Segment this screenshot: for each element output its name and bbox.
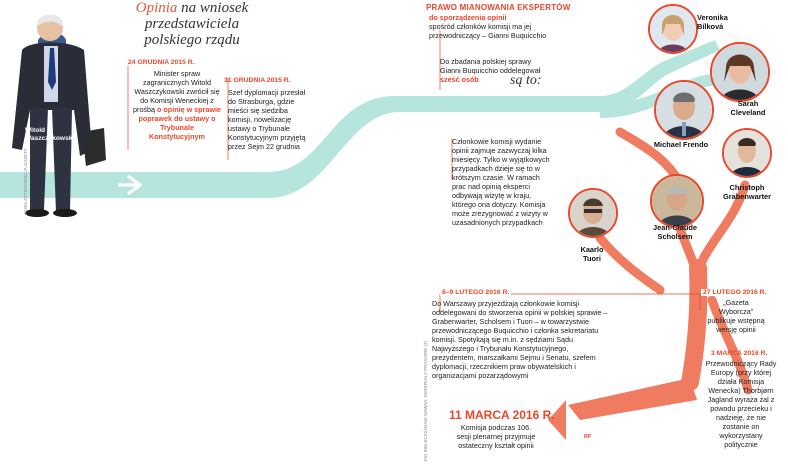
event2-date: 31 GRUDNIA 2015 R.	[224, 77, 291, 84]
name-tuori-2: Tuori	[583, 253, 601, 263]
sa-to-label: są to:	[510, 73, 542, 88]
event1-date: 24 GRUDNIA 2015 R.	[128, 59, 195, 66]
name-grabenwarter-1: Christoph	[729, 183, 765, 192]
coral-to-main	[690, 268, 698, 382]
portrait-tuori	[568, 188, 618, 238]
event6-text: Komisja podczas 106. sesji plenarnej przyjmuje ostateczny kształt opinii	[456, 423, 536, 450]
page-title	[117, 1, 267, 48]
title-line-1: na wniosek	[181, 0, 249, 16]
coral-main-arrow	[568, 378, 697, 420]
portrait-cleveland	[710, 42, 770, 102]
event1-text-red: o opinię w sprawie poprawek do ustawy o Trybunale Konstytucyjnym	[138, 105, 221, 141]
event1-text	[133, 69, 221, 141]
event6-date: 11 MARCA 2016 R.	[449, 408, 555, 422]
event4-text: „Gazeta Wyborcza” publikuje wstępną wersję opinii	[707, 298, 765, 334]
name-grabenwarter-2: Grabenwarter	[722, 191, 772, 201]
portrait-frendo	[654, 80, 714, 140]
name-scholsem	[640, 224, 710, 241]
event1-text-plain: Minister spraw zagranicznych Witold Waszczykowski zwrócił się do Komisji Weneckiej z prośbą	[133, 69, 220, 114]
info-box: Członkowie komisji wydanie opinii zajmuje zazwyczaj kilka miesięcy. Tylko w wyjątkowych przypadkach dzieje się to w krótszym czasie. W ramach prac nad opinią eksperci odbywają wizytę w kraju, którego ona dotyczy. Komisja może zrezygnować z wizyty w uzasadnionych przypadkach	[452, 137, 550, 227]
main-person-caption	[25, 127, 85, 143]
event3-text: Do Warszawy przyjeżdżają członkowie komisji oddelegowani do stworzenia opinii w polskiej sprawie – Grabenwarter, Scholsem i Tuori – w towarzystwie przewodniczącego Buquicchio i członka sekretariatu komisji. Spotykają się m.in. z sędziami Sądu Najwyższego i Trybunału Konstytucyjnego, prezydentem, marszałkami Sejmu i Senatu, szefem dyplomacji, rzecznikiem praw obywatelskich i organizacjami pozarządowymi	[432, 299, 608, 380]
name-frendo: Michael Frendo	[653, 140, 709, 149]
main-person-name-2: Waszczykowski	[25, 135, 75, 143]
name-bilkova-1: Veronika	[697, 13, 728, 22]
title-red-word: Opinia	[135, 0, 178, 16]
name-cleveland-1: Sarah	[737, 99, 759, 108]
name-cleveland	[724, 100, 772, 117]
logo-rp: RP	[584, 434, 591, 440]
title-line-2: przedstawiciela	[144, 15, 240, 32]
experts-team-plain: Do zbadania polskiej sprawy Gianni Buquicchio oddelegował	[440, 57, 541, 75]
event3-date: 8–9 LUTEGO 2016 R.	[442, 289, 510, 296]
experts-sub	[429, 14, 569, 40]
name-bilkova-2: Bílková	[697, 21, 724, 31]
portrait-grabenwarter	[722, 128, 772, 178]
teal-ribbon	[0, 40, 720, 198]
experts-header: PRAWO MIANOWANIA EKSPERTÓW	[426, 3, 571, 12]
photo-credit-left: KUBA ATYS/AGENCJA GAZETA	[23, 148, 28, 214]
portrait-bilkova	[648, 4, 698, 54]
experts-sub-plain: spośród członków komisji ma jej przewodniczący – Gianni Buquicchio	[429, 21, 547, 40]
name-scholsem-2: Scholsem	[657, 231, 693, 241]
event4-date: 27 LUTEGO 2016 R.	[703, 289, 767, 296]
experts-sub-red: do sporządzenia opinii	[429, 13, 507, 22]
title-line-3: polskiego rządu	[144, 31, 240, 48]
name-cleveland-2: Cleveland	[730, 107, 766, 117]
name-tuori	[570, 246, 614, 263]
portrait-scholsem	[650, 174, 704, 228]
event5-date: 3 MARCA 2016 R.	[711, 350, 768, 357]
experts-team-red: sześć osób	[440, 75, 479, 84]
event5-text: Przewodniczący Rady Europy (przy której działa Komisja Wenecka) Thorbjørn Jagland wyraża żal z powodu przecieku i nadzieję, że nie zostanie on wykorzystany politycznie	[705, 359, 777, 449]
name-bilkova	[697, 14, 747, 31]
main-person-name-1: Witold	[25, 127, 46, 134]
event2-text: Szef dyplomacji przesłał do Strasburga, gdzie mieści się siedziba komisji, nowelizację ustawy o Trybunale Konstytucyjnym przyjętą przez Sejm 22 grudnia	[228, 88, 306, 151]
credits: JAN BIELECKI/ADAM NOWAK, MATERIAŁY PRASOWE (3)	[423, 341, 428, 462]
name-grabenwarter	[712, 184, 782, 201]
name-tuori-1: Kaarlo	[580, 245, 604, 254]
name-scholsem-1: Jean-Claude	[653, 223, 697, 232]
